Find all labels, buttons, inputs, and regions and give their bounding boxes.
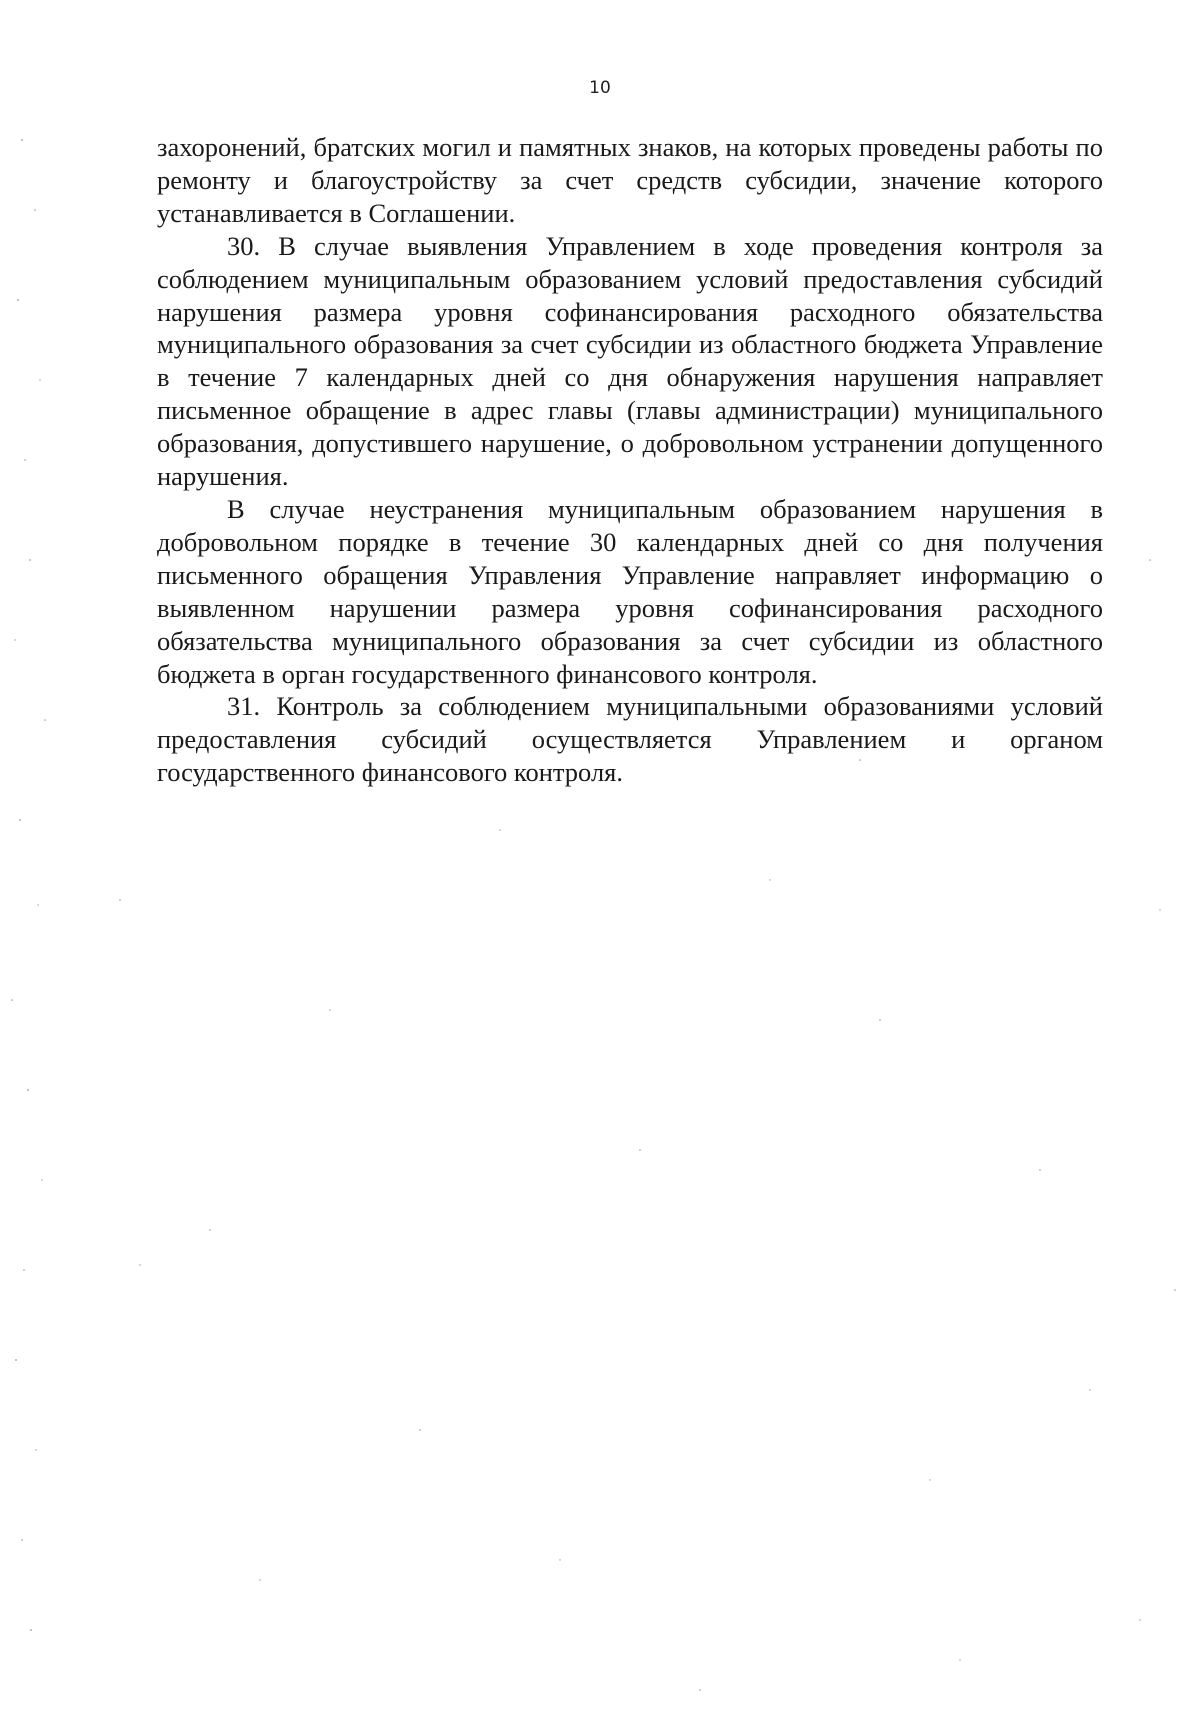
paragraph-item-30-continued: В случае неустранения муниципальным образованием нарушения в добровольном порядке в течение 30 календарных дней со дня получения письменного обращения Управления Управление направляет информацию о выявленном нарушении размера уровня софинансирования расходного обязательства муниципального образования за счет субсидии из областного бюджета в орган государственного финансового контроля. bbox=[157, 493, 1103, 689]
paragraph-item-30: 30. В случае выявления Управлением в ходе проведения контроля за соблюдением муниципальным образованием условий предоставления субсидий нарушения размера уровня софинансирования расходного обязательства муниципального образования за счет субсидии из областного бюджета Управление в течение 7 календарных дней со дня обнаружения нарушения направляет письменное обращение в адрес главы (главы администрации) муниципального образования, допустившего нарушение, о добровольном устранении допущенного нарушения. bbox=[157, 230, 1103, 492]
paragraph-continuation: захоронений, братских могил и памятных знаков, на которых проведены работы по ремонту и благоустройству за счет средств субсидии, значение которого устанавливается в Соглашении. bbox=[157, 132, 1103, 228]
page-number: 10 bbox=[589, 78, 611, 98]
paragraph-item-31: 31. Контроль за соблюдением муниципальными образованиями условий предоставления субсидий осуществляется Управлением и органом государственного финансового контроля. bbox=[157, 691, 1103, 788]
document-body bbox=[157, 131, 1103, 789]
